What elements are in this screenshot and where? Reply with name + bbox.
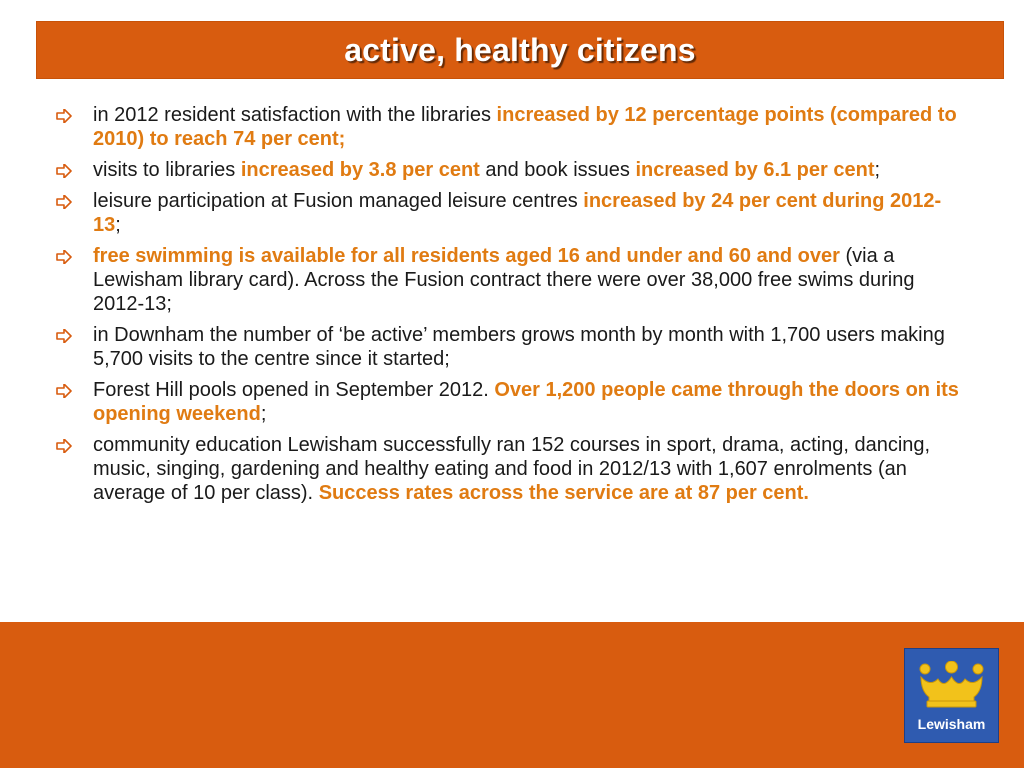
body-text: Forest Hill pools opened in September 2012. [93,379,495,401]
bullet-item [56,433,966,505]
body-text: in Downham the number of ‘be active’ members grows month by month with 1,700 users making 5,700 visits to the centre since it started; [93,324,945,370]
highlight-text: increased by 6.1 per cent [635,159,875,181]
highlight-text: increased by 12 percentage points (compared to 2010) to reach 74 per cent; [93,104,957,150]
bullet-item [56,158,966,182]
highlight-text: free swimming is available for all residents aged 16 and under and 60 and over [93,245,840,267]
crown-icon [915,661,988,711]
bullet-item [56,244,966,316]
slide-title: active, healthy citizens [344,31,696,68]
body-text: and book issues [479,159,636,181]
highlight-text: Over 1,200 people came through the doors on its opening weekend [93,379,959,425]
bullet-list [56,103,966,512]
logo-text: Lewisham [917,716,986,732]
body-text: (via a Lewisham library card). Across the Fusion contract there were over 38,000 free swims during 2012-13; [93,245,915,315]
bullet-item [56,378,966,426]
title-bar [36,21,1004,79]
right-arrow-icon [56,250,72,264]
right-arrow-icon [56,329,72,343]
footer-band [0,622,1024,768]
body-text: community education Lewisham successfully ran 152 courses in sport, drama, acting, dancing, music, singing, gardening and healthy eating and food in 2012/13 with 1,607 enrolments (an average of 10 per class). [93,434,931,504]
highlight-text: increased by 24 per cent during 2012-13 [93,190,942,236]
bullet-item [56,189,966,237]
body-text: ; [874,159,881,181]
right-arrow-icon [56,384,72,398]
right-arrow-icon [56,439,72,453]
right-arrow-icon [56,164,72,178]
body-text: ; [260,403,267,425]
body-text: in 2012 resident satisfaction with the libraries [93,104,497,126]
right-arrow-icon [56,195,72,209]
bullet-item [56,103,966,151]
bullet-item [56,323,966,371]
right-arrow-icon [56,109,72,123]
body-text: ; [115,214,121,236]
highlight-text: Success rates across the service are at 87 per cent. [318,482,809,504]
lewisham-logo [904,648,999,743]
highlight-text: increased by 3.8 per cent [240,159,480,181]
body-text: leisure participation at Fusion managed leisure centres [93,190,584,212]
body-text: visits to libraries [93,159,241,181]
